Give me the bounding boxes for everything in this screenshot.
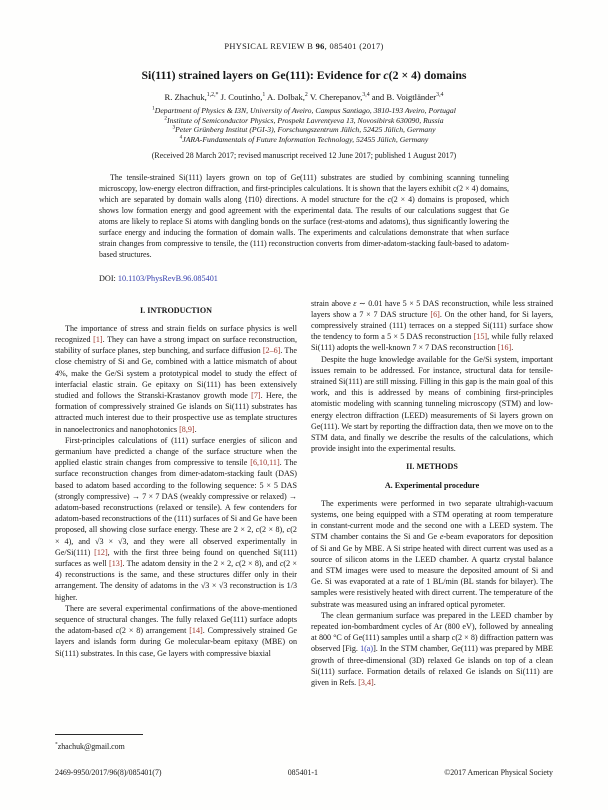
journal-header: PHYSICAL REVIEW B 96, 085401 (2017) (224, 42, 384, 51)
affiliation-line: $^3$Peter Grünberg Institut (PGI-3), Forschungszentrum Jülich, 52425 Jülich, Germany (172, 124, 436, 135)
footer-page-number: 085401-1 (287, 768, 318, 777)
citation-link[interactable]: [12] (94, 547, 108, 557)
paragraph: Despite the huge knowledge available for the Ge/Si system, important issues remain to be addressed. For instance, structural data for tensile-strained Si(111) are still missing. Filling in this gap is the main goal of this work, and this is addressed by means of combining first-principles atomistic modeling with scanning tunneling microscopy (STM) and low-energy electron diffraction (LEED) measurements of Si layers grown on Ge(111). We start by reporting the diffraction data, then we move on to the STM data, and finally we describe the results of the calculations, which provide insight into the experimental results. (311, 354, 553, 454)
citation-link[interactable]: [13] (109, 559, 123, 569)
footnote (55, 734, 143, 751)
citation-link[interactable]: [15] (473, 332, 488, 342)
authors-line: R. Zhachuk,$^{1,2,*}$ J. Coutinho,$^1$ A. Dolbak,$^2$ V. Cherepanov,$^{3,4}$ and B. Voigtländer$^{3,4}$ (164, 92, 444, 102)
page-footer (55, 768, 553, 777)
paragraph: First-principles calculations of (111) surface energies of silicon and germanium have predicted a change of the surface structure when the applied elastic strain changes from compressive to tensile [6,10,11]. The surface reconstruction changes from dimer-adatom-stacking fault (DAS) based to adatom based according to the following sequence: 5 × 5 DAS (strongly compressive) → 7 × 7 DAS (weakly compressive or relaxed) → adatom-based reconstructions (relaxed or tensile). A few contenders for adatom-based reconstructions of the (111) surfaces of Si and Ge have been proposed, all showing close surface energy. These are 2 × 2, c(2 × 8), c(2 × 4), and √3 × √3, and they were all observed experimentally in Ge/Si(111) [12], with the first three being found on quenched Si(111) surfaces as well [13]. The adatom density in the 2 × 2, c(2 × 8), and c(2 × 4) reconstructions is the same, and these structures differ only in their arrangement. The density of adatoms in the √3 × √3 reconstruction is 1/3 higher. (55, 435, 298, 602)
section-heading: I. INTRODUCTION (140, 305, 212, 315)
right-column (311, 298, 553, 689)
citation-link[interactable]: [7] (251, 390, 261, 400)
subsection-heading: A. Experimental procedure (384, 480, 480, 490)
footnote-email[interactable]: zhachuk@gmail.com (57, 742, 125, 751)
citation-link[interactable]: [3,4] (358, 678, 374, 688)
abstract: The tensile-strained Si(111) layers grown on top of Ge(111) substrates are studied by combining scanning tunneling microscopy, low-energy electron diffraction, and first-principles calculations. It is shown that the layers exhibit c(2 × 4) domains, which are separated by domain walls along ⟨1̄10⟩ directions. A model structure for the c(2 × 4) domains is proposed, which shows low formation energy and good agreement with the experimental data. The results of our calculations suggest that Ge atoms are likely to replace Si atoms with dangling bonds on the surface (rest-atoms and adatoms), thus significantly lowering the surface energy and inducing the formation of domain walls. The experiments and calculations demonstrate that when surface strain changes from compressive to tensile, the (111) reconstruction converts from dimer-adatom-stacking fault-based to adatom-based structures. (99, 172, 509, 260)
footer-issn: 2469-9950/2017/96(8)/085401(7) (55, 768, 162, 777)
citation-link[interactable]: [1] (93, 334, 103, 344)
citation-link[interactable]: [6,10,11] (250, 458, 280, 468)
doi-line (99, 274, 509, 283)
affiliation-line: $^1$Department of Physics & I3N, University of Aveiro, Campus Santiago, 3810-193 Aveiro, Portugal (152, 105, 456, 115)
citation-link[interactable]: [2–6] (262, 346, 281, 356)
footnote-line (55, 742, 143, 751)
paragraph: The clean germanium surface was prepared in the LEED chamber by repeated ion-bombardment cycles of Ar (800 eV), followed by annealing at 800 °C of Ge(111) samples until a sharp c(2 × 8) diffraction pattern was observed [Fig. 1(a)]. In the STM chamber, Ge(111) was prepared by MBE growth of three-dimensional (3D) relaxed Ge islands on top of a clean Si(111) surface. Formation details of relaxed Ge islands on Si(111) are given in Refs. [3,4]. (311, 610, 553, 688)
paragraph: The experiments were performed in two separate ultrahigh-vacuum systems, one being equipped with a STM operating at room temperature in constant-current mode and the second one with a LEED system. The STM chamber contains the Si and Ge e-beam evaporators for deposition of Si and Ge by MBE. A Si stripe heated with direct current was used as a source of silicon atoms in the LEED chamber. A quartz crystal balance and STM images were used to measure the deposited amount of Si and Ge. Si was evaporated at a rate of 1 BL/min (BL stands for bilayer). The samples were resistively heated with direct current. The temperature of the substrate was measured using an infrared optical pyrometer. (311, 498, 553, 609)
paper-title: Si(111) strained layers on Ge(111): Evidence for c(2 × 4) domains (141, 68, 467, 82)
affiliation-line: $^4$JARA-Fundamentals of Future Information Technology, 52455 Jülich, Germany (179, 134, 429, 145)
section-heading: II. METHODS (406, 462, 458, 472)
body-columns (55, 298, 553, 689)
citation-link[interactable]: [6] (430, 309, 440, 319)
doi-label: DOI: (99, 273, 118, 283)
citation-link[interactable]: [14] (189, 626, 203, 636)
received-line: (Received 28 March 2017; revised manuscript received 12 June 2017; published 1 August 2017) (151, 150, 457, 160)
paragraph: strain above ε ∼ 0.01 have 5 × 5 DAS reconstruction, while less strained layers show a 7 × 7 DAS structure [6]. On the other hand, for Si layers, compressively strained (111) terraces on a stepped Si(111) surface show the tendency to form a 5 × 5 DAS reconstruction [15], while fully relaxed Si(111) adopts the well-known 7 × 7 DAS reconstruction [16]. (311, 298, 554, 353)
footnote-rule (55, 734, 143, 735)
footer-copyright: ©2017 American Physical Society (444, 768, 553, 777)
doi-link[interactable]: 10.1103/PhysRevB.96.085401 (117, 273, 218, 283)
paragraph: There are several experimental confirmations of the above-mentioned sequence of structural changes. The fully relaxed Ge(111) surface adopts the adatom-based c(2 × 8) arrangement [14]. Compressively strained Ge layers and islands form during Ge molecular-beam epitaxy (MBE) on Si(111) substrates. In this case, Ge layers with compressive biaxial (55, 603, 298, 658)
figure-link[interactable]: 1(a) (360, 644, 374, 654)
affiliation-line: $^2$Institute of Semiconductor Physics, Prospekt Lavrentyeva 13, Novosibirsk 630090, Russia (164, 115, 444, 125)
footnote-marker: * (55, 741, 58, 748)
left-column (55, 298, 297, 689)
citation-link[interactable]: [16] (497, 343, 512, 353)
citation-link[interactable]: [8,9] (179, 424, 195, 434)
paragraph: The importance of stress and strain fields on surface physics is well recognized [1]. They can have a strong impact on surface reconstruction, stability of surface planes, step bunching, and surface diffusion [2–6]. The close chemistry of Si and Ge, combined with a lattice mismatch of about 4%, make the Ge/Si system a prototypical model to study the effect of interfacial elastic strain. Ge epitaxy on Si(111) has been extensively studied and follows the Stranski-Krastanov growth mode [7]. Here, the formation of compressively strained Ge islands on Si(111) substrates has attracted much interest due to their prospective use as template structures in nanoelectronics and nanophotonics [8,9]. (55, 323, 298, 434)
affiliations (55, 106, 553, 145)
